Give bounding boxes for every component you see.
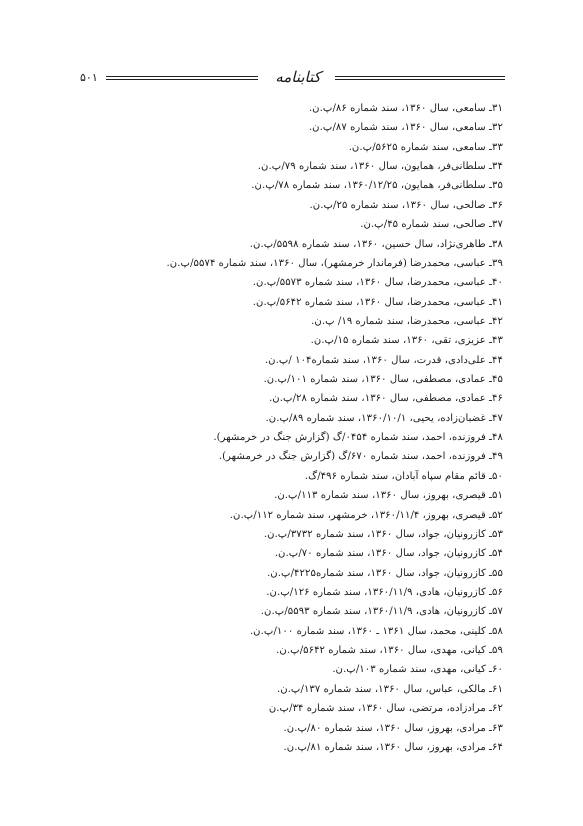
reference-entry: ۴۱ـ عباسی، محمدرضا، سال ۱۳۶۰، سند شماره ۵۶۴۲/پ.ن. bbox=[252, 296, 503, 308]
reference-entry: ۴۰ـ عباسی، محمدرضا، سال ۱۳۶۰، سند شماره ۵۵۷۳/پ.ن. bbox=[252, 277, 503, 289]
reference-entry: ۶۳ـ مرادی، بهروز، سال ۱۳۶۰، سند شماره ۸۰/پ.ن. bbox=[283, 722, 503, 734]
reference-entry: ۳۸ـ طاهری‌نژاد، سال حسین، ۱۳۶۰، سند شماره ۵۵۹۸/پ.ن. bbox=[249, 238, 503, 250]
reference-entry: ۴۷ـ غضبان‌زاده، یحیی، ۱۳۶۰/۱۰/۱، سند شماره ۸۹/پ.ن. bbox=[265, 412, 503, 424]
reference-entry: ۵۲ـ قیصری، بهروز، ۱۳۶۰/۱۱/۴، خرمشهر، سند شماره ۱۱۲/پ.ن. bbox=[229, 509, 503, 521]
reference-entry: ۵۳ـ کازرونیان، جواد، سال ۱۳۶۰، سند شماره ۳۷۳۲/پ.ن. bbox=[263, 528, 503, 540]
bibliography-logo: کتابنامه bbox=[275, 68, 321, 86]
reference-entry: ۶۰ـ کیانی، مهدی، سند شماره ۱۰۳/پ.ن. bbox=[332, 664, 503, 676]
header-rule-left bbox=[106, 76, 258, 80]
reference-entry: ۵۵ـ کازرونیان، جواد، سال ۱۳۶۰، سند شماره۴۲۲۵/پ.ن. bbox=[267, 567, 503, 579]
reference-entry: ۵۰ـ قائم مقام سپاه آبادان، سند شماره ۴۹۶/گ. bbox=[304, 470, 503, 482]
reference-entry: ۴۲ـ عباسی، محمدرضا، سند شماره ۱۹/ پ.ن. bbox=[311, 315, 503, 327]
reference-entry: ۳۹ـ عباسی، محمدرضا (فرماندار خرمشهر)، سال ۱۳۶۰، سند شماره ۵۵۷۴/پ.ن. bbox=[166, 257, 503, 269]
reference-entry: ۵۶ـ کازرونیان، هادی، ۱۳۶۰/۱۱/۹، سند شماره ۱۲۶/پ.ن. bbox=[266, 586, 503, 598]
reference-entry: ۴۳ـ عزیزی، تقی، ۱۳۶۰، سند شماره ۱۵/پ.ن. bbox=[310, 335, 503, 347]
header-rule-right bbox=[335, 76, 505, 80]
reference-entry: ۴۵ـ عمادی، مصطفی، سال ۱۳۶۰، سند شماره ۱۰۱/پ.ن. bbox=[263, 374, 503, 386]
reference-entry: ۵۹ـ کیانی، مهدی، سال ۱۳۶۰، سند شماره ۵۶۴۲/پ.ن. bbox=[276, 645, 503, 657]
reference-entry: ۴۴ـ علی‌دادی، قدرت، سال ۱۳۶۰، سند شماره۱۰۴ /پ.ن. bbox=[264, 354, 503, 366]
reference-entry: ۳۱ـ سامعی، سال ۱۳۶۰، سند شماره ۸۶/پ.ن. bbox=[308, 103, 503, 114]
reference-entry: ۵۷ـ کازرونیان، هادی، ۱۳۶۰/۱۱/۹، سند شماره ۵۵۹۳/پ.ن. bbox=[260, 606, 503, 618]
reference-entry: ۳۲ـ سامعی، سال ۱۳۶۰، سند شماره ۸۷/پ.ن. bbox=[308, 122, 503, 134]
page-header bbox=[80, 68, 505, 88]
reference-entry: ۳۶ـ صالحی، سال ۱۳۶۰، سند شماره ۲۵/پ.ن. bbox=[309, 199, 503, 211]
reference-entry: ۵۸ـ کلینی، محمد، سال ۱۳۶۱ ـ ۱۳۶۰، سند شماره ۱۰۰/پ.ن. bbox=[249, 625, 503, 637]
reference-entry: ۴۹ـ فروزنده، احمد، سند شماره ۶۷۰/گ (گزارش جنگ در خرمشهر). bbox=[218, 451, 503, 463]
reference-entry: ۵۴ـ کازرونیان، جواد، سال ۱۳۶۰، سند شماره ۷۰/پ.ن. bbox=[274, 548, 503, 560]
reference-entry: ۳۷ـ صالحی، سند شماره ۴۵/پ.ن. bbox=[360, 219, 503, 231]
reference-entry: ۶۴ـ مرادی، بهروز، سال ۱۳۶۰، سند شماره ۸۱/پ.ن. bbox=[283, 741, 503, 753]
reference-entry: ۶۲ـ مرادزاده، مرتضی، سال ۱۳۶۰، سند شماره ۳۴/پ.ن bbox=[268, 703, 503, 715]
reference-entry: ۵۱ـ قیصری، بهروز، سال ۱۳۶۰، سند شماره ۱۱۳/پ.ن. bbox=[274, 490, 503, 502]
reference-entry: ۳۴ـ سلطانی‌فر، همایون، سال ۱۳۶۰، سند شماره ۷۹/پ.ن. bbox=[257, 161, 503, 173]
reference-entry: ۴۸ـ فروزنده، احمد، سند شماره ۰۴۵۴/گ (گزارش جنگ در خرمشهر). bbox=[213, 432, 503, 444]
page-number: ۵۰۱ bbox=[80, 71, 98, 84]
reference-entry: ۳۵ـ سلطانی‌فر، همایون، ۱۳۶۰/۱۲/۲۵، سند شماره ۷۸/پ.ن. bbox=[251, 180, 503, 192]
reference-entry: ۴۶ـ عمادی، مصطفی، سال ۱۳۶۰، سند شماره ۲۸/پ.ن. bbox=[269, 393, 503, 405]
reference-list bbox=[63, 99, 503, 757]
reference-entry: ۶۱ـ مالکی، عباس، سال ۱۳۶۰، سند شماره ۱۳۷/پ.ن. bbox=[276, 683, 503, 695]
reference-entry: ۳۳ـ سامعی، سند شماره ۵۶۲۵/پ.ن. bbox=[348, 141, 503, 153]
